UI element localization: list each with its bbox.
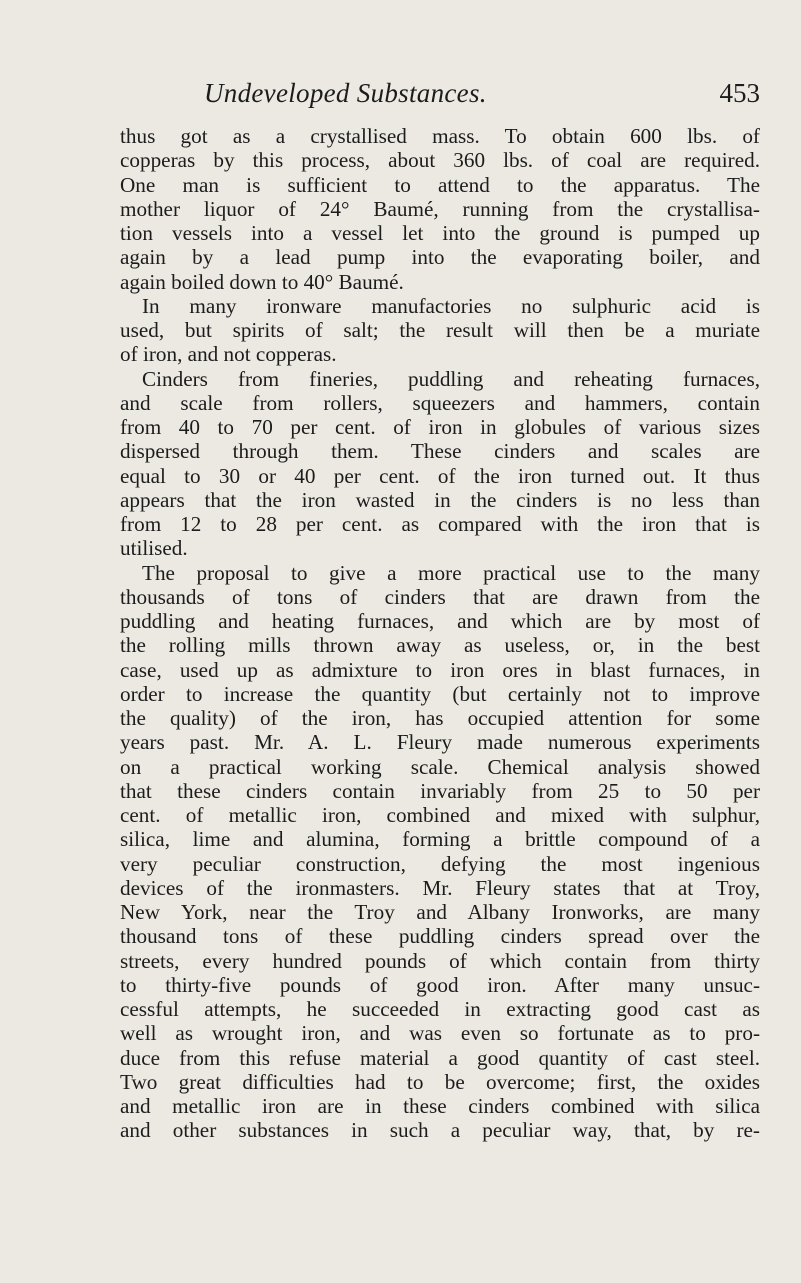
text-line: again boiled down to 40° Baumé. — [120, 269, 404, 294]
text-line: puddling and heating furnaces, and which are by most of — [120, 609, 760, 633]
text-line: of iron, and not copperas. — [120, 342, 337, 367]
text-line: streets, every hundred pounds of which contain from thirty — [120, 948, 760, 973]
text-line: The proposal to give a more practical use to the many — [142, 560, 760, 585]
text-line: dispersed through them. These cinders and scales are — [120, 439, 760, 464]
text-line: silica, lime and alumina, forming a brittle compound of a — [120, 827, 760, 852]
text-line: order to increase the quantity (but certainly not to improve — [120, 681, 760, 706]
text-line: from 12 to 28 per cent. as compared with the iron that is — [120, 512, 760, 536]
text-line: utilised. — [120, 536, 188, 561]
text-line: years past. Mr. A. L. Fleury made numerous experiments — [120, 730, 760, 755]
text-line: devices of the ironmasters. Mr. Fleury states that at Troy, — [120, 875, 760, 900]
text-line: In many ironware manufactories no sulphuric acid is — [142, 293, 760, 318]
text-line: the rolling mills thrown away as useless, or, in the best — [120, 633, 760, 658]
text-line: and metallic iron are in these cinders combined with silica — [120, 1094, 760, 1118]
page-number: 453 — [719, 78, 760, 108]
text-line: on a practical working scale. Chemical analysis showed — [120, 754, 760, 779]
text-line: New York, near the Troy and Albany Ironworks, are many — [120, 900, 760, 924]
text-line: thousand tons of these puddling cinders spread over the — [120, 924, 760, 949]
text-line: case, used up as admixture to iron ores in blast furnaces, in — [120, 657, 760, 682]
text-line: the quality) of the iron, has occupied attention for some — [120, 706, 760, 730]
text-line: equal to 30 or 40 per cent. of the iron turned out. It thus — [120, 463, 760, 488]
text-line: again by a lead pump into the evaporating boiler, and — [120, 245, 760, 270]
text-line: and scale from rollers, squeezers and hammers, contain — [120, 390, 760, 415]
text-line: thousands of tons of cinders that are drawn from the — [120, 584, 760, 609]
text-line: One man is sufficient to attend to the apparatus. The — [120, 172, 760, 197]
text-line: cessful attempts, he succeeded in extracting good cast as — [120, 997, 760, 1021]
text-line: that these cinders contain invariably from 25 to 50 per — [120, 778, 760, 803]
text-line: duce from this refuse material a good quantity of cast steel. — [120, 1045, 760, 1070]
text-line: mother liquor of 24° Baumé, running from the crystallisa- — [120, 196, 760, 221]
body-text — [120, 124, 760, 1143]
text-line: well as wrought iron, and was even so fortunate as to pro- — [120, 1021, 760, 1046]
text-line: Cinders from fineries, puddling and reheating furnaces, — [142, 366, 760, 391]
text-line: appears that the iron wasted in the cinders is no less than — [120, 487, 760, 512]
text-line: cent. of metallic iron, combined and mixed with sulphur, — [120, 803, 760, 827]
text-line: very peculiar construction, defying the most ingenious — [120, 851, 760, 876]
text-line: tion vessels into a vessel let into the ground is pumped up — [120, 221, 760, 245]
text-line: copperas by this process, about 360 lbs. of coal are required. — [120, 148, 760, 173]
running-title: Undeveloped Substances. — [204, 78, 487, 108]
running-head — [120, 78, 760, 118]
text-line: from 40 to 70 per cent. of iron in globules of various sizes — [120, 415, 760, 439]
text-line: used, but spirits of salt; the result will then be a muriate — [120, 318, 760, 342]
text-line: and other substances in such a peculiar way, that, by re- — [120, 1118, 760, 1143]
text-line: Two great difficulties had to be overcome; first, the oxides — [120, 1069, 760, 1094]
text-line: thus got as a crystallised mass. To obtain 600 lbs. of — [120, 124, 760, 148]
text-line: to thirty-five pounds of good iron. After many unsuc- — [120, 972, 760, 997]
